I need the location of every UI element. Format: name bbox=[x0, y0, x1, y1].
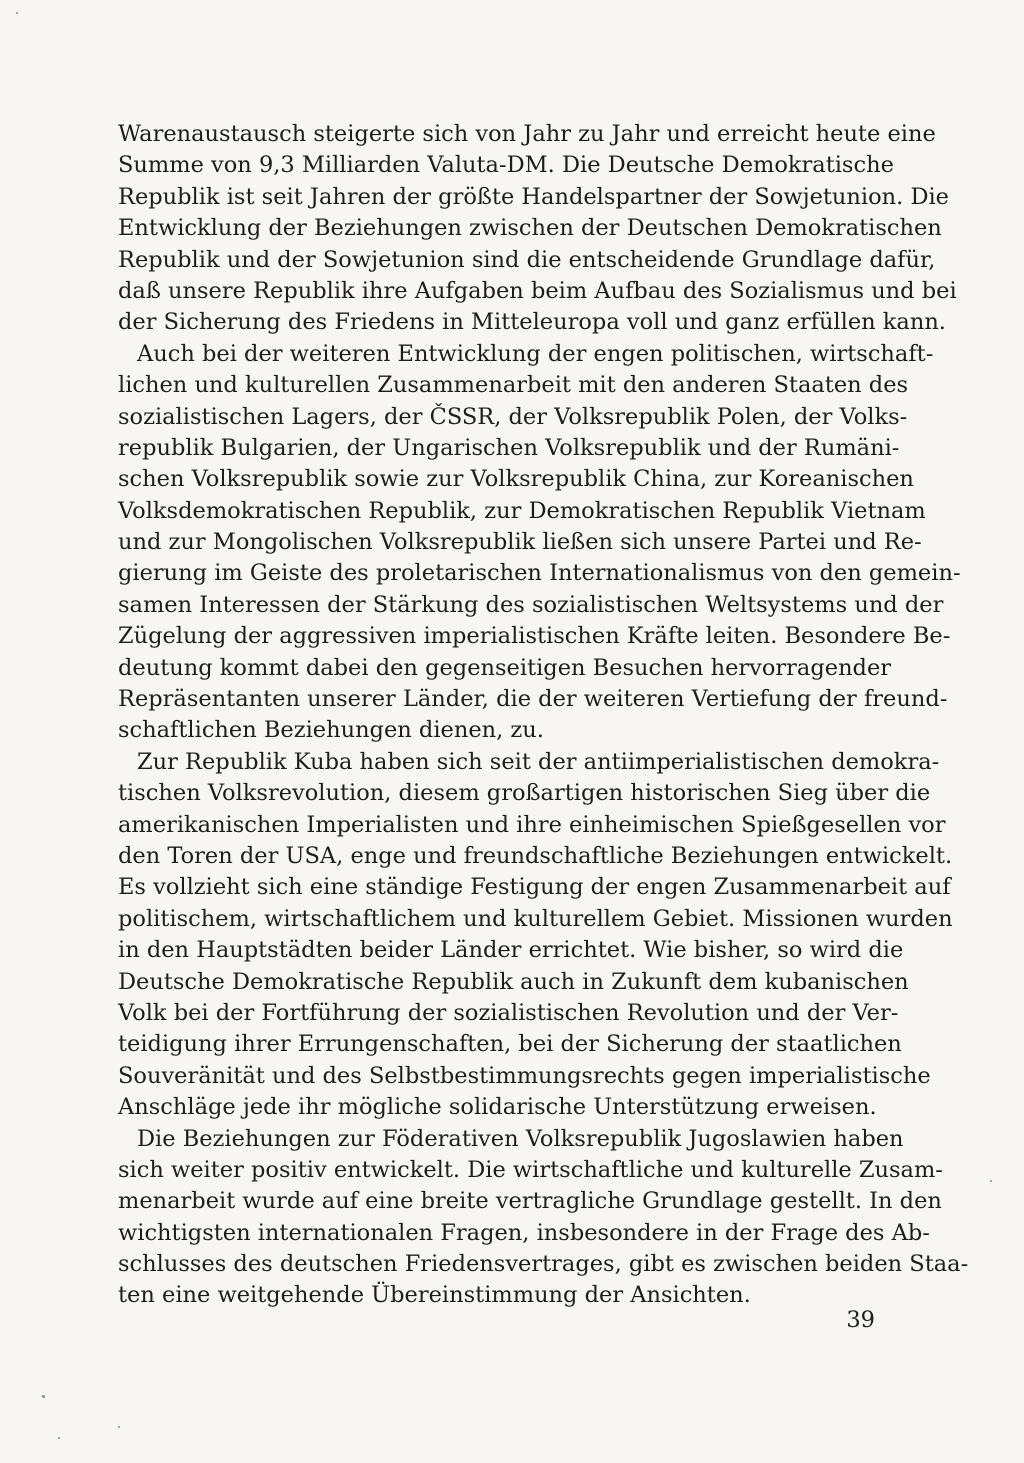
text-line: gierung im Geiste des proletarischen Internationalismus von den gemein- bbox=[118, 560, 961, 587]
text-line: Entwicklung der Beziehungen zwischen der Deutschen Demokratischen bbox=[118, 215, 942, 242]
text-line: und zur Mongolischen Volksrepublik ließen sich unsere Partei und Re- bbox=[118, 529, 922, 556]
text-line: samen Interessen der Stärkung des sozialistischen Weltsystems und der bbox=[118, 591, 944, 618]
text-line: Repräsentanten unserer Länder, die der weiteren Vertiefung der freund- bbox=[118, 686, 948, 713]
text-line: Auch bei der weiteren Entwicklung der engen politischen, wirtschaft- bbox=[137, 340, 934, 367]
text-line: schaftlichen Beziehungen dienen, zu. bbox=[118, 717, 544, 744]
scan-speck bbox=[118, 1426, 120, 1428]
paragraph bbox=[118, 119, 957, 339]
text-line: schen Volksrepublik sowie zur Volksrepublik China, zur Koreanischen bbox=[118, 466, 914, 493]
text-line: lichen und kulturellen Zusammenarbeit mit den anderen Staaten des bbox=[118, 372, 909, 399]
text-line: schlusses des deutschen Friedensvertrages, gibt es zwischen beiden Staa- bbox=[118, 1251, 969, 1278]
body-text bbox=[118, 119, 969, 1312]
text-line: politischem, wirtschaftlichem und kulturellem Gebiet. Missionen wurden bbox=[118, 905, 953, 932]
page-number: 39 bbox=[846, 1307, 875, 1333]
text-line: tischen Volksrevolution, diesem großartigen historischen Sieg über die bbox=[118, 780, 931, 807]
text-line: Souveränität und des Selbstbestimmungsrechts gegen imperialistische bbox=[118, 1062, 931, 1089]
text-line: Anschläge jede ihr mögliche solidarische Unterstützung erweisen. bbox=[118, 1094, 877, 1121]
text-line: daß unsere Republik ihre Aufgaben beim Aufbau des Sozialismus und bei bbox=[118, 277, 957, 304]
text-line: Die Beziehungen zur Föderativen Volksrepublik Jugoslawien haben bbox=[137, 1125, 904, 1152]
scan-speck bbox=[42, 1395, 45, 1398]
text-line: deutung kommt dabei den gegenseitigen Besuchen hervorragender bbox=[118, 654, 892, 681]
text-line: amerikanischen Imperialisten und ihre einheimischen Spießgesellen vor bbox=[118, 811, 946, 838]
text-line: der Sicherung des Friedens in Mitteleuropa voll und ganz erfüllen kann. bbox=[118, 309, 946, 336]
text-line: den Toren der USA, enge und freundschaftliche Beziehungen entwickelt. bbox=[118, 842, 953, 869]
scan-speck bbox=[16, 12, 18, 14]
text-line: Republik ist seit Jahren der größte Handelspartner der Sowjetunion. Die bbox=[118, 183, 949, 210]
paragraph bbox=[118, 339, 961, 747]
text-line: sozialistischen Lagers, der ČSSR, der Volksrepublik Polen, der Volks- bbox=[118, 403, 908, 430]
text-line: Warenaustausch steigerte sich von Jahr zu Jahr und erreicht heute eine bbox=[118, 121, 936, 147]
text-line: Es vollzieht sich eine ständige Festigung der engen Zusammenarbeit auf bbox=[118, 874, 951, 901]
text-line: teidigung ihrer Errungenschaften, bei der Sicherung der staatlichen bbox=[118, 1031, 902, 1058]
scan-speck bbox=[990, 1180, 992, 1182]
paragraph bbox=[118, 747, 953, 1124]
text-line: republik Bulgarien, der Ungarischen Volksrepublik und der Rumäni- bbox=[118, 434, 900, 461]
scan-speck bbox=[58, 1437, 60, 1439]
text-line: in den Hauptstädten beider Länder errichtet. Wie bisher, so wird die bbox=[118, 937, 904, 964]
text-line: Zur Republik Kuba haben sich seit der antiimperialistischen demokra- bbox=[137, 748, 940, 775]
text-line: Volksdemokratischen Republik, zur Demokratischen Republik Vietnam bbox=[118, 497, 926, 524]
text-line: Volk bei der Fortführung der sozialistischen Revolution und der Ver- bbox=[118, 999, 899, 1026]
text-line: menarbeit wurde auf eine breite vertragliche Grundlage gestellt. In den bbox=[118, 1188, 942, 1215]
text-line: wichtigsten internationalen Fragen, insbesondere in der Frage des Ab- bbox=[118, 1219, 930, 1246]
paragraph bbox=[118, 1124, 969, 1312]
text-line: Deutsche Demokratische Republik auch in Zukunft dem kubanischen bbox=[118, 968, 909, 995]
text-line: Republik und der Sowjetunion sind die entscheidende Grundlage dafür, bbox=[118, 246, 936, 273]
text-line: ten eine weitgehende Übereinstimmung der Ansichten. bbox=[118, 1282, 751, 1309]
text-line: Zügelung der aggressiven imperialistischen Kräfte leiten. Besondere Be- bbox=[118, 623, 951, 650]
text-line: sich weiter positiv entwickelt. Die wirtschaftliche und kulturelle Zusam- bbox=[118, 1156, 943, 1183]
text-line: Summe von 9,3 Milliarden Valuta-DM. Die Deutsche Demokratische bbox=[118, 152, 894, 179]
